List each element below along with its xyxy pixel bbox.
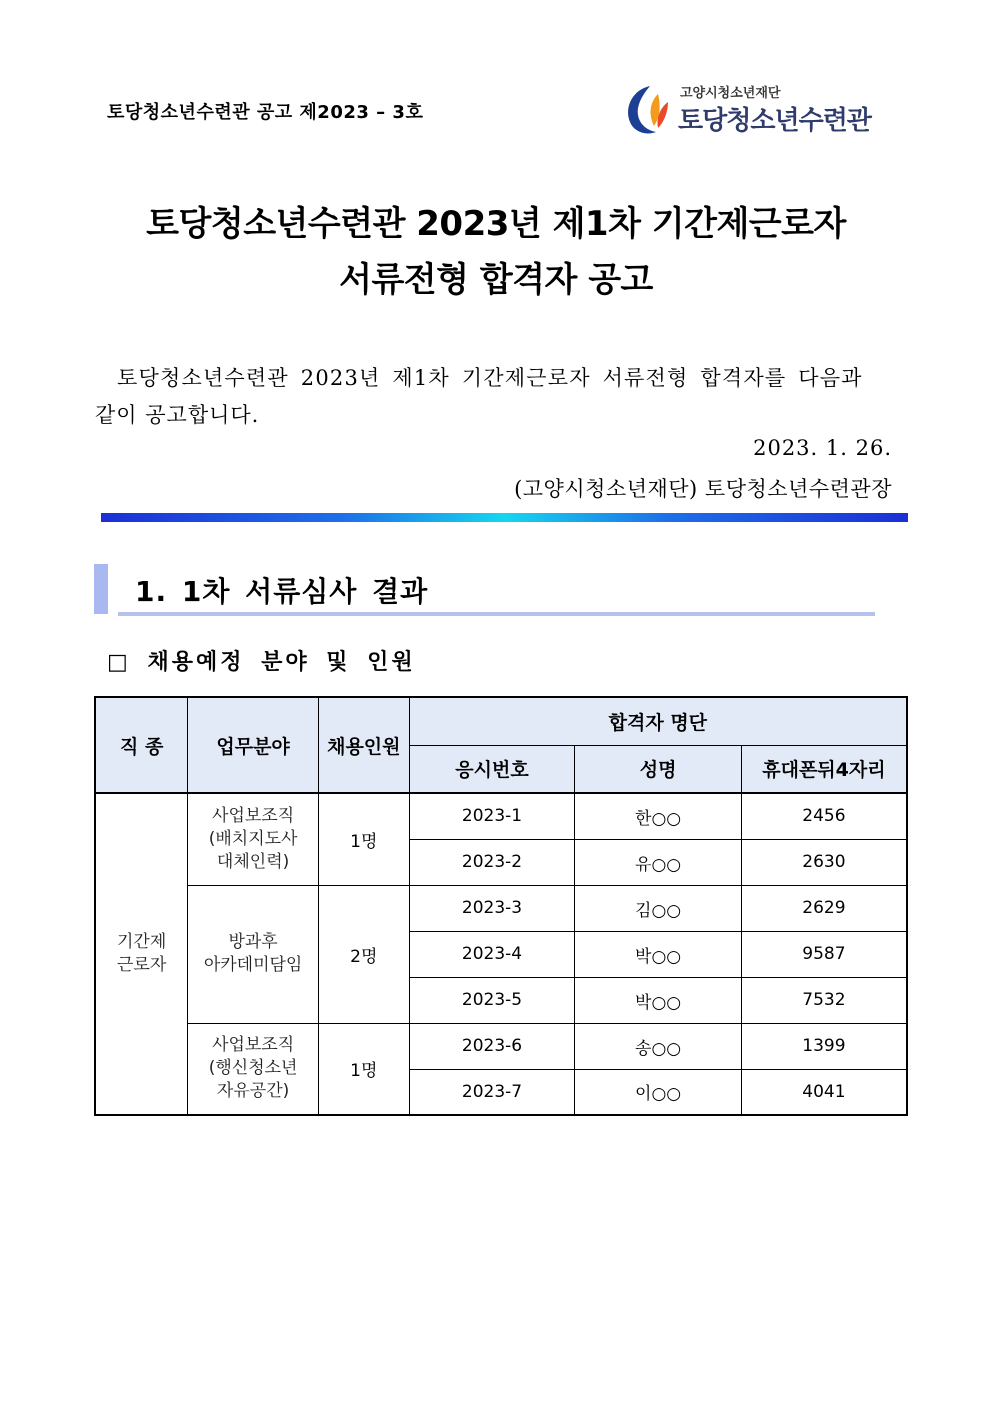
cell-name: 김○○ <box>575 885 742 931</box>
cell-exam-number: 2023-7 <box>409 1069 575 1115</box>
header-name: 성명 <box>575 745 742 793</box>
cell-exam-number: 2023-2 <box>409 839 575 885</box>
cell-job-type: 기간제 근로자 <box>95 793 188 1115</box>
cell-name: 박○○ <box>575 931 742 977</box>
table-row <box>95 885 907 931</box>
cell-count: 1명 <box>318 793 409 885</box>
gradient-divider <box>101 513 908 522</box>
cell-exam-number: 2023-5 <box>409 977 575 1023</box>
logo-mark-icon <box>620 82 676 138</box>
intro-paragraph-line1: 토당청소년수련관 2023년 제1차 기간제근로자 서류전형 합격자를 다음과 <box>117 366 863 390</box>
cell-phone: 1399 <box>741 1023 907 1069</box>
cell-count: 2명 <box>318 885 409 1023</box>
cell-exam-number: 2023-4 <box>409 931 575 977</box>
header-exam-number: 응시번호 <box>409 745 575 793</box>
cell-field: 사업보조직 (행신청소년 자유공간) <box>188 1023 319 1115</box>
intro-paragraph-line2: 같이 공고합니다. <box>95 403 260 427</box>
notice-signer: (고양시청소년재단) 토당청소년수련관장 <box>514 477 892 501</box>
cell-name: 유○○ <box>575 839 742 885</box>
logo-subtitle: 고양시청소년재단 <box>680 86 781 101</box>
cell-phone: 7532 <box>741 977 907 1023</box>
logo-name: 토당청소년수련관 <box>678 106 871 136</box>
header-phone: 휴대폰뒤4자리 <box>741 745 907 793</box>
cell-phone: 2629 <box>741 885 907 931</box>
notice-date: 2023. 1. 26. <box>753 436 892 460</box>
page-title-line1: 토당청소년수련관 2023년 제1차 기간제근로자 <box>146 204 846 244</box>
cell-phone: 2630 <box>741 839 907 885</box>
section-underline <box>118 612 875 616</box>
result-table <box>94 696 908 1116</box>
notice-number: 토당청소년수련관 공고 제2023 – 3호 <box>107 102 424 123</box>
cell-exam-number: 2023-3 <box>409 885 575 931</box>
cell-exam-number: 2023-1 <box>409 793 575 839</box>
section-accent-bar <box>94 564 108 614</box>
section-title: 1. 1차 서류심사 결과 <box>135 575 429 608</box>
cell-exam-number: 2023-6 <box>409 1023 575 1069</box>
cell-field: 사업보조직 (배치지도사 대체인력) <box>188 793 319 885</box>
cell-phone: 4041 <box>741 1069 907 1115</box>
cell-name: 한○○ <box>575 793 742 839</box>
cell-phone: 9587 <box>741 931 907 977</box>
cell-field: 방과후 아카데미담임 <box>188 885 319 1023</box>
header-passer-list: 합격자 명단 <box>409 697 907 745</box>
cell-name: 송○○ <box>575 1023 742 1069</box>
organization-logo <box>620 80 890 140</box>
cell-count: 1명 <box>318 1023 409 1115</box>
subsection-heading: □ 채용예정 분야 및 인원 <box>107 650 416 675</box>
cell-name: 박○○ <box>575 977 742 1023</box>
header-job-type: 직 종 <box>95 697 188 793</box>
cell-phone: 2456 <box>741 793 907 839</box>
table-row <box>95 1023 907 1069</box>
cell-name: 이○○ <box>575 1069 742 1115</box>
header-count: 채용인원 <box>318 697 409 793</box>
header-field: 업무분야 <box>188 697 319 793</box>
page-title-line2: 서류전형 합격자 공고 <box>339 260 653 300</box>
table-row <box>95 793 907 839</box>
